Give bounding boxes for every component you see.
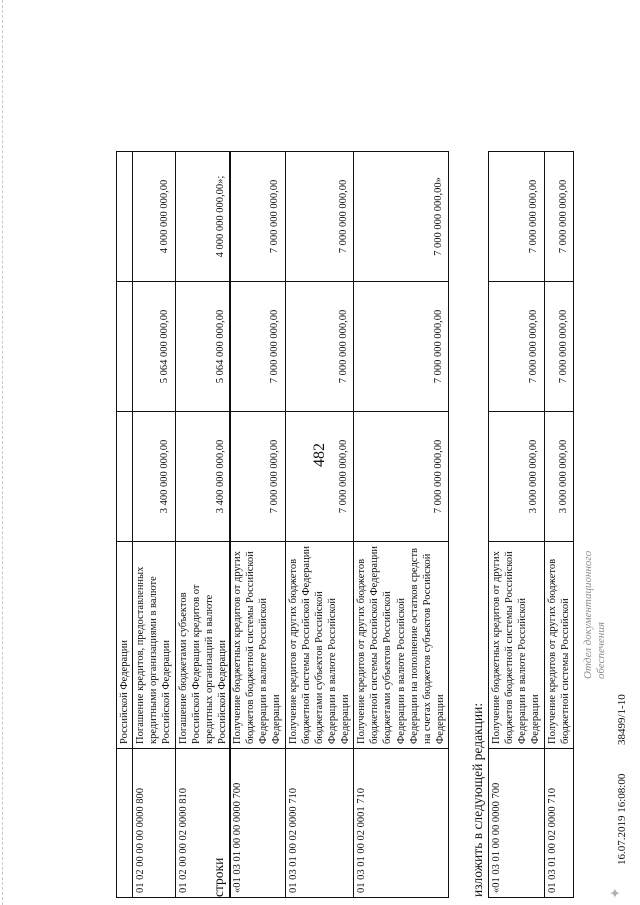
table-cell-amount: 7 000 000 000,00 bbox=[489, 152, 545, 282]
table-cell-amount: 3 400 000 000,00 bbox=[175, 412, 231, 542]
table-row bbox=[133, 152, 175, 898]
table-cell-amount: 7 000 000 000,00» bbox=[354, 152, 449, 282]
table-cell-description: Погашение кредитов, предоставленных кредитными организациями в валюте Российской Федерации bbox=[133, 542, 175, 749]
table-cell-amount: 7 000 000 000,00 bbox=[230, 412, 286, 542]
table-cell-amount: 4 000 000 000,00»; bbox=[175, 152, 231, 282]
table-cell-amount bbox=[117, 412, 133, 542]
stamp-line-2: обеспечения bbox=[595, 622, 608, 679]
table-cell-code bbox=[117, 749, 133, 898]
page-number: 482 bbox=[311, 443, 328, 467]
table-cell-amount: 7 000 000 000,00 bbox=[285, 152, 354, 282]
table-cell-code: 01 02 00 00 02 0000 810 bbox=[175, 749, 231, 898]
table-block-2 bbox=[229, 151, 449, 898]
table-cell-amount bbox=[117, 282, 133, 412]
table-cell-code: «01 03 01 00 00 0000 700 bbox=[230, 749, 286, 898]
table-cell-amount: 7 000 000 000,00 bbox=[544, 282, 573, 412]
table-cell-amount: 3 400 000 000,00 bbox=[133, 412, 175, 542]
table-cell-amount: 4 000 000 000,00 bbox=[133, 152, 175, 282]
table-cell-code: 01 03 01 00 02 0001 710 bbox=[354, 749, 449, 898]
table-cell-code: 01 02 00 00 00 0000 800 bbox=[133, 749, 175, 898]
table-cell-amount: 7 000 000 000,00 bbox=[544, 152, 573, 282]
table-cell-amount: 7 000 000 000,00 bbox=[285, 282, 354, 412]
table-cell-description: Получение кредитов от других бюджетов бюджетной системы Российской bbox=[544, 542, 573, 749]
table-cell-amount: 3 000 000 000,00 bbox=[544, 412, 573, 542]
table-2 bbox=[229, 151, 449, 898]
table-cell-code: «01 03 01 00 00 0000 700 bbox=[489, 749, 545, 898]
table-cell-amount: 5 064 000 000,00 bbox=[175, 282, 231, 412]
table-cell-amount: 7 000 000 000,00 bbox=[230, 152, 286, 282]
table-cell-description: Получение бюджетных кредитов от других бюджетов бюджетной системы Российской Федерации в валюте Российской Федерации bbox=[489, 542, 545, 749]
table-row bbox=[230, 152, 286, 898]
table-3 bbox=[488, 151, 574, 898]
table-cell-description: Получение бюджетных кредитов от других бюджетов бюджетной системы Российской Федерации в валюте Российской Федерации bbox=[230, 542, 286, 749]
table-row bbox=[489, 152, 545, 898]
footer-datetime: 16.07.2019 16:08:00 bbox=[616, 773, 628, 865]
table-cell-description: Погашение бюджетами субъектов Российской Федерации кредитов от кредитных организаций в валюте Российской Федерации bbox=[175, 542, 231, 749]
table-row bbox=[544, 152, 573, 898]
section-heading-rows: строки bbox=[211, 857, 226, 897]
stamp-line-1: Отдел документационного bbox=[582, 550, 594, 679]
table-cell-amount: 7 000 000 000,00 bbox=[230, 282, 286, 412]
department-stamp bbox=[582, 551, 608, 679]
table-cell-code: 01 03 01 00 02 0000 710 bbox=[544, 749, 573, 898]
table-cell-amount: 7 000 000 000,00 bbox=[354, 412, 449, 542]
table-block-1 bbox=[116, 151, 231, 898]
section-heading-new-edition: изложить в следующей редакции: bbox=[470, 702, 485, 897]
table-1 bbox=[116, 151, 231, 898]
table-row bbox=[354, 152, 449, 898]
footer-document-code: 38499/1-10 bbox=[616, 694, 628, 745]
table-cell-amount: 7 000 000 000,00 bbox=[354, 282, 449, 412]
table-cell-description: Получение кредитов от других бюджетов бюджетной системы Российской Федерации бюджетами субъектов Российской Федерации в валюте Российской Федерации на пополнение остатков средств на счетах бюджетов субъектов Российской Федерации bbox=[354, 542, 449, 749]
table-cell-amount: 7 000 000 000,00 bbox=[285, 412, 354, 542]
table-cell-amount bbox=[117, 152, 133, 282]
table-row bbox=[175, 152, 231, 898]
seal-icon: ✦ bbox=[609, 887, 624, 899]
table-cell-amount: 7 000 000 000,00 bbox=[489, 282, 545, 412]
table-cell-amount: 3 000 000 000,00 bbox=[489, 412, 545, 542]
table-row bbox=[285, 152, 354, 898]
table-cell-amount: 5 064 000 000,00 bbox=[133, 282, 175, 412]
table-cell-description: Российской Федерации bbox=[117, 542, 133, 749]
table-cell-code: 01 03 01 00 02 0000 710 bbox=[285, 749, 354, 898]
table-cell-description: Получение кредитов от других бюджетов бюджетной системы Российской Федерации бюджетами субъектов Российской Федерации в валюте Российской Федерации bbox=[285, 542, 354, 749]
table-row bbox=[117, 152, 133, 898]
table-block-3 bbox=[488, 151, 574, 898]
